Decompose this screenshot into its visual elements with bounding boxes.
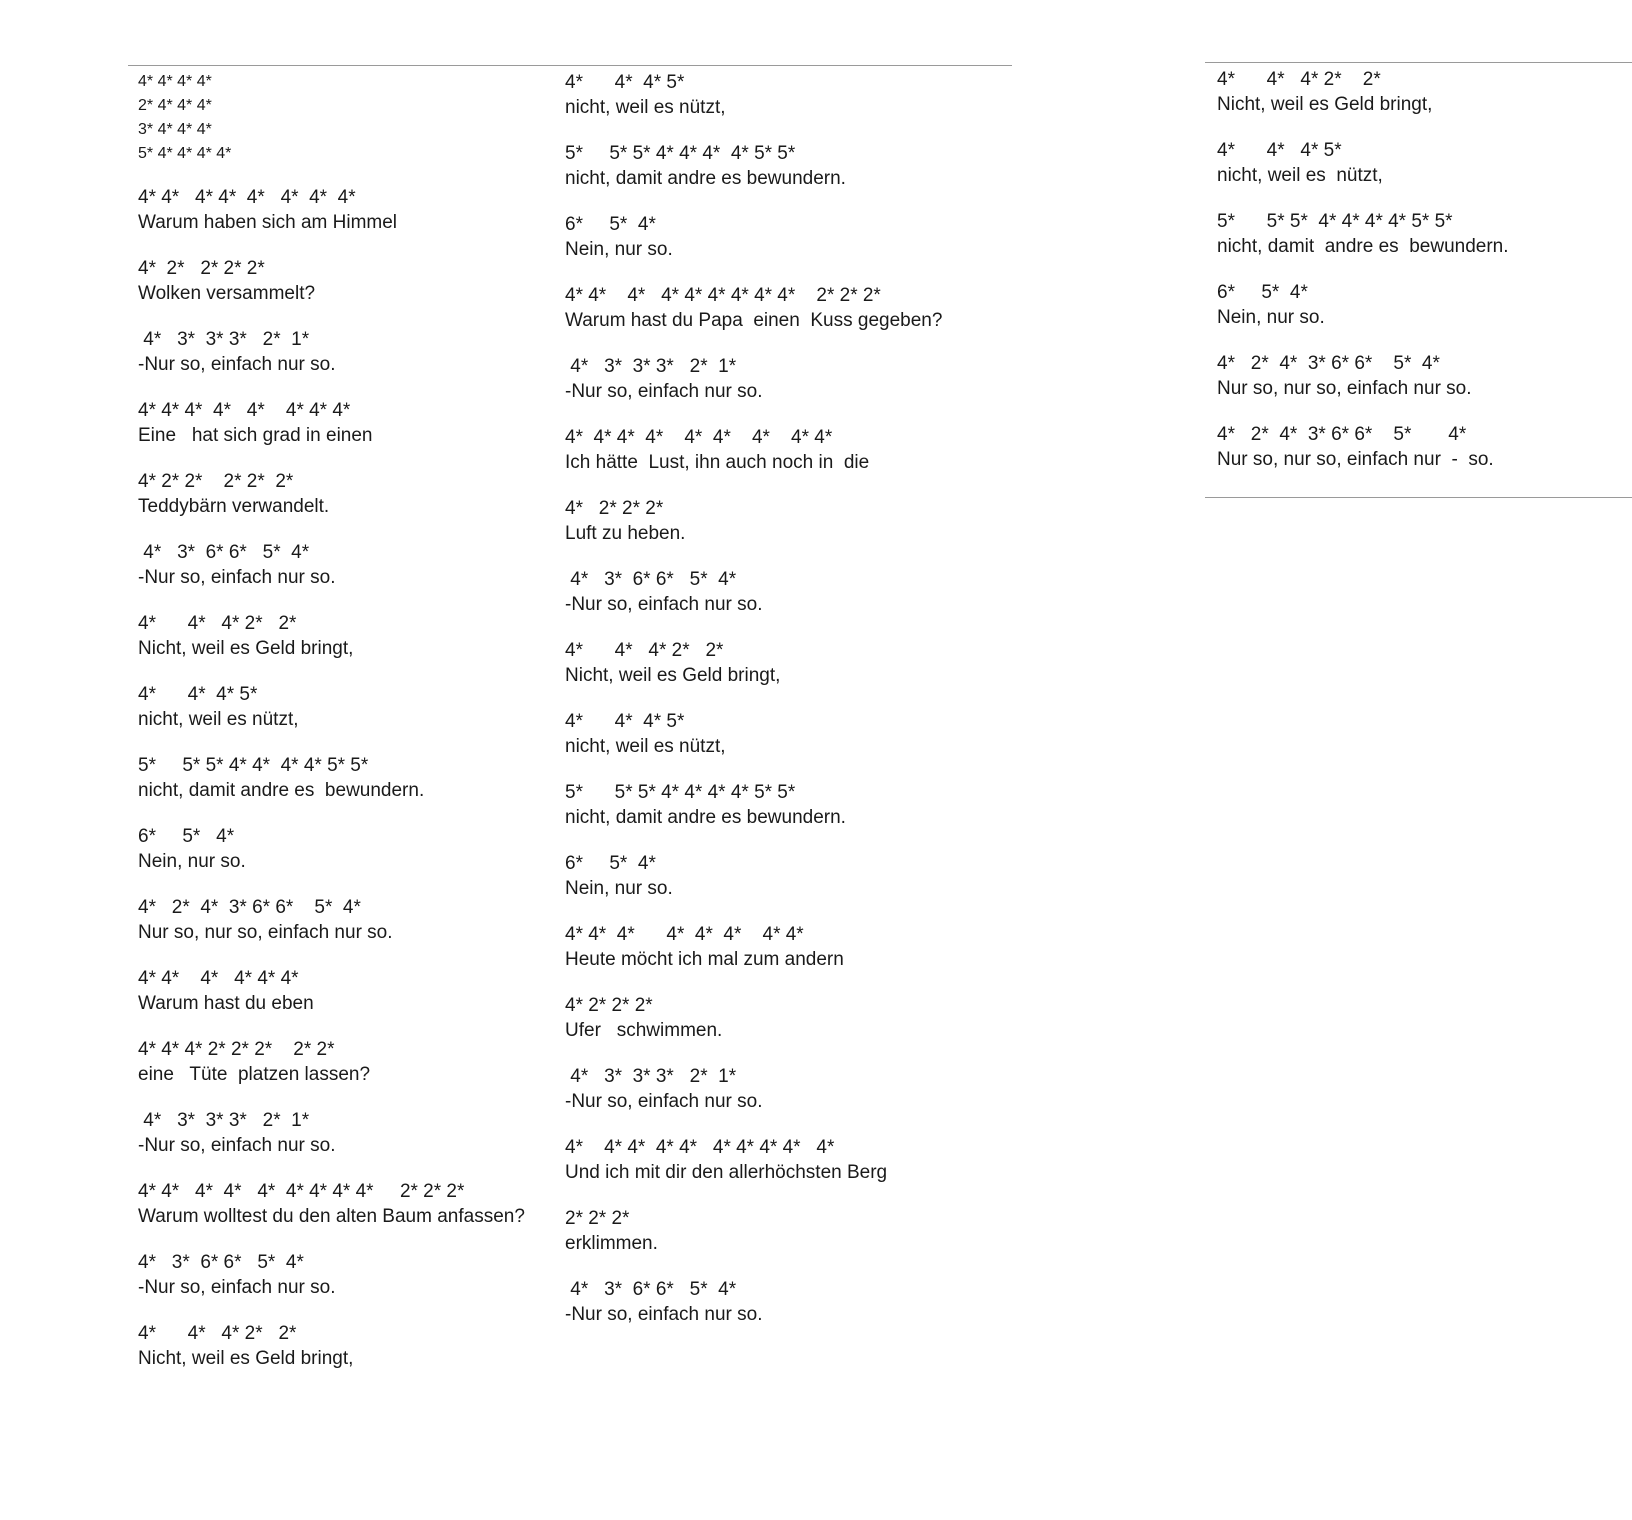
lyric-line: nicht, weil es nützt, xyxy=(138,709,299,730)
lyric-line: Nicht, weil es Geld bringt, xyxy=(1217,94,1433,115)
note-numbers: 6* 5* 4* xyxy=(138,826,235,847)
stanza xyxy=(138,1250,578,1300)
stanza xyxy=(138,185,578,235)
lyric-line: eine Tüte platzen lassen? xyxy=(138,1064,371,1085)
note-numbers: 4* 3* 3* 3* 2* 1* xyxy=(138,329,310,350)
note-numbers: 6* 5* 4* xyxy=(1217,282,1308,303)
lyric-line: Eine hat sich grad in einen xyxy=(138,425,373,446)
lyric-line: Luft zu heben. xyxy=(565,523,686,544)
stanza-list xyxy=(565,70,1005,1327)
note-numbers: 4* 2* 2* 2* xyxy=(565,498,664,519)
note-numbers: 4* 4* 4* 5* xyxy=(565,72,685,93)
note-numbers: 4* 2* 2* 2* 2* xyxy=(138,258,265,279)
lyric-line: -Nur so, einfach nur so. xyxy=(565,594,763,615)
song-column-1 xyxy=(138,70,578,1392)
stanza xyxy=(138,1108,578,1158)
stanza xyxy=(138,966,578,1016)
stanza xyxy=(138,540,578,590)
note-numbers: 4* 2* 4* 3* 6* 6* 5* 4* xyxy=(1217,424,1467,445)
note-numbers: 4* 3* 3* 3* 2* 1* xyxy=(565,356,737,377)
song-column-2 xyxy=(565,70,1005,1348)
lyric-line: Und ich mit dir den allerhöchsten Berg xyxy=(565,1162,888,1183)
stanza xyxy=(565,141,1005,191)
note-numbers: 4* 4* 4* 2* 2* xyxy=(1217,69,1381,90)
lyric-line: -Nur so, einfach nur so. xyxy=(565,1091,763,1112)
lyric-line: nicht, damit andre es bewundern. xyxy=(565,807,846,828)
lyric-line: Nur so, nur so, einfach nur so. xyxy=(138,922,393,943)
stanza xyxy=(565,283,1005,333)
lyric-line: erklimmen. xyxy=(565,1233,658,1254)
stanza xyxy=(565,1206,1005,1256)
lyric-line: Nicht, weil es Geld bringt, xyxy=(138,638,354,659)
lyric-line: Nein, nur so. xyxy=(565,239,673,260)
stanza xyxy=(565,638,1005,688)
note-numbers: 4* 2* 4* 3* 6* 6* 5* 4* xyxy=(138,897,361,918)
intro-notes-line: 3* 4* 4* 4* xyxy=(138,121,212,138)
lyric-line: -Nur so, einfach nur so. xyxy=(565,1304,763,1325)
stanza xyxy=(565,851,1005,901)
lyric-line: Nein, nur so. xyxy=(1217,307,1325,328)
note-numbers: 4* 4* 4* 5* xyxy=(1217,140,1342,161)
lyric-line: Nur so, nur so, einfach nur - so. xyxy=(1217,449,1494,470)
note-numbers: 5* 5* 5* 4* 4* 4* 4* 5* 5* xyxy=(138,755,369,776)
lyric-line: Nicht, weil es Geld bringt, xyxy=(138,1348,354,1369)
note-numbers: 4* 4* 4* 4* 4* 4* 4* 4* xyxy=(138,400,351,421)
stanza xyxy=(565,709,1005,759)
stanza xyxy=(1217,138,1617,188)
intro-notes-line: 5* 4* 4* 4* 4* xyxy=(138,145,232,162)
stanza xyxy=(565,1277,1005,1327)
stanza xyxy=(138,1037,578,1087)
note-numbers: 4* 4* 4* 4* 4* 4* 4* 4* 4* xyxy=(565,427,833,448)
lyric-line: nicht, weil es nützt, xyxy=(565,736,726,757)
lyric-line: Nicht, weil es Geld bringt, xyxy=(565,665,781,686)
stanza xyxy=(1217,351,1617,401)
note-numbers: 4* 3* 6* 6* 5* 4* xyxy=(138,1252,304,1273)
lyric-line: Teddybärn verwandelt. xyxy=(138,496,330,517)
stanza xyxy=(565,780,1005,830)
stanza xyxy=(565,1064,1005,1114)
note-numbers: 4* 4* 4* 2* 2* xyxy=(138,1323,297,1344)
note-numbers: 4* 4* 4* 5* xyxy=(138,684,258,705)
stanza xyxy=(138,753,578,803)
stanza xyxy=(565,212,1005,262)
note-numbers: 2* 2* 2* xyxy=(565,1208,630,1229)
note-numbers: 4* 4* 4* 4* 4* 4* 4* 4* 4* 2* 2* 2* xyxy=(138,1181,465,1202)
note-numbers: 6* 5* 4* xyxy=(565,214,656,235)
stanza-list xyxy=(1217,67,1617,472)
lyric-line: -Nur so, einfach nur so. xyxy=(138,354,336,375)
lyric-line: -Nur so, einfach nur so. xyxy=(565,381,763,402)
lyric-line: nicht, weil es nützt, xyxy=(1217,165,1383,186)
lyric-line: Nein, nur so. xyxy=(138,851,246,872)
stanza xyxy=(138,895,578,945)
lyric-line: Nein, nur so. xyxy=(565,878,673,899)
lyric-line: nicht, weil es nützt, xyxy=(565,97,726,118)
stanza xyxy=(138,256,578,306)
lyric-line: Heute möcht ich mal zum andern xyxy=(565,949,844,970)
stanza xyxy=(138,469,578,519)
note-numbers: 4* 3* 6* 6* 5* 4* xyxy=(138,542,310,563)
lyric-line: -Nur so, einfach nur so. xyxy=(138,1135,336,1156)
stanza xyxy=(565,496,1005,546)
note-numbers: 4* 4* 4* 2* 2* 2* 2* 2* xyxy=(138,1039,335,1060)
song-column-3 xyxy=(1217,67,1617,493)
lyric-line: Nur so, nur so, einfach nur so. xyxy=(1217,378,1472,399)
stanza xyxy=(565,1135,1005,1185)
top-divider-right xyxy=(1205,62,1632,63)
stanza xyxy=(565,567,1005,617)
lyric-line: Wolken versammelt? xyxy=(138,283,316,304)
note-numbers: 5* 5* 5* 4* 4* 4* 4* 5* 5* xyxy=(565,143,796,164)
bottom-divider-right xyxy=(1205,497,1632,498)
note-numbers: 4* 4* 4* 2* 2* xyxy=(565,640,724,661)
stanza xyxy=(565,354,1005,404)
intro-notes-line: 2* 4* 4* 4* xyxy=(138,97,212,114)
note-numbers: 6* 5* 4* xyxy=(565,853,656,874)
lyric-line: -Nur so, einfach nur so. xyxy=(138,567,336,588)
lyric-line: Ich hätte Lust, ihn auch noch in die xyxy=(565,452,870,473)
stanza xyxy=(565,70,1005,120)
note-numbers: 5* 5* 5* 4* 4* 4* 4* 5* 5* xyxy=(1217,211,1453,232)
note-numbers: 4* 4* 4* 4* 4* 4* 4* 4* 4* 4* xyxy=(565,1137,835,1158)
note-numbers: 4* 4* 4* 4* 4* 4* 4* 4* 4* 2* 2* 2* xyxy=(565,285,881,306)
note-numbers: 4* 4* 4* 2* 2* xyxy=(138,613,297,634)
note-numbers: 4* 2* 2* 2* xyxy=(565,995,653,1016)
lyric-line: Ufer schwimmen. xyxy=(565,1020,723,1041)
stanza xyxy=(138,398,578,448)
stanza xyxy=(565,425,1005,475)
stanza xyxy=(138,1321,578,1371)
note-numbers: 4* 3* 6* 6* 5* 4* xyxy=(565,1279,737,1300)
lyric-line: Warum hast du eben xyxy=(138,993,314,1014)
note-numbers: 4* 3* 3* 3* 2* 1* xyxy=(565,1066,737,1087)
note-numbers: 4* 4* 4* 5* xyxy=(565,711,685,732)
lyric-line: Warum hast du Papa einen Kuss gegeben? xyxy=(565,310,943,331)
lyric-line: nicht, damit andre es bewundern. xyxy=(565,168,846,189)
note-numbers: 4* 4* 4* 4* 4* 4* xyxy=(138,968,299,989)
stanza xyxy=(138,611,578,661)
stanza xyxy=(1217,67,1617,117)
note-numbers: 5* 5* 5* 4* 4* 4* 4* 5* 5* xyxy=(565,782,796,803)
stanza xyxy=(138,327,578,377)
lyric-line: Warum haben sich am Himmel xyxy=(138,212,398,233)
lyric-line: nicht, damit andre es bewundern. xyxy=(1217,236,1509,257)
note-numbers: 4* 2* 2* 2* 2* 2* xyxy=(138,471,294,492)
stanza xyxy=(565,993,1005,1043)
stanza-list xyxy=(138,185,578,1371)
lyric-line: Warum wolltest du den alten Baum anfassen? xyxy=(138,1206,525,1227)
stanza xyxy=(1217,209,1617,259)
stanza xyxy=(1217,280,1617,330)
note-numbers: 4* 4* 4* 4* 4* 4* 4* 4* xyxy=(138,187,356,208)
lyric-line: -Nur so, einfach nur so. xyxy=(138,1277,336,1298)
intro-notes-line: 4* 4* 4* 4* xyxy=(138,73,212,90)
stanza xyxy=(138,824,578,874)
stanza xyxy=(565,922,1005,972)
stanza xyxy=(138,1179,578,1229)
note-numbers: 4* 3* 6* 6* 5* 4* xyxy=(565,569,737,590)
stanza xyxy=(1217,422,1617,472)
top-divider-left xyxy=(128,65,1012,66)
note-numbers: 4* 2* 4* 3* 6* 6* 5* 4* xyxy=(1217,353,1440,374)
stanza xyxy=(138,682,578,732)
note-numbers: 4* 4* 4* 4* 4* 4* 4* 4* xyxy=(565,924,804,945)
lyric-line: nicht, damit andre es bewundern. xyxy=(138,780,425,801)
note-numbers: 4* 3* 3* 3* 2* 1* xyxy=(138,1110,310,1131)
intro-notes xyxy=(138,70,578,166)
